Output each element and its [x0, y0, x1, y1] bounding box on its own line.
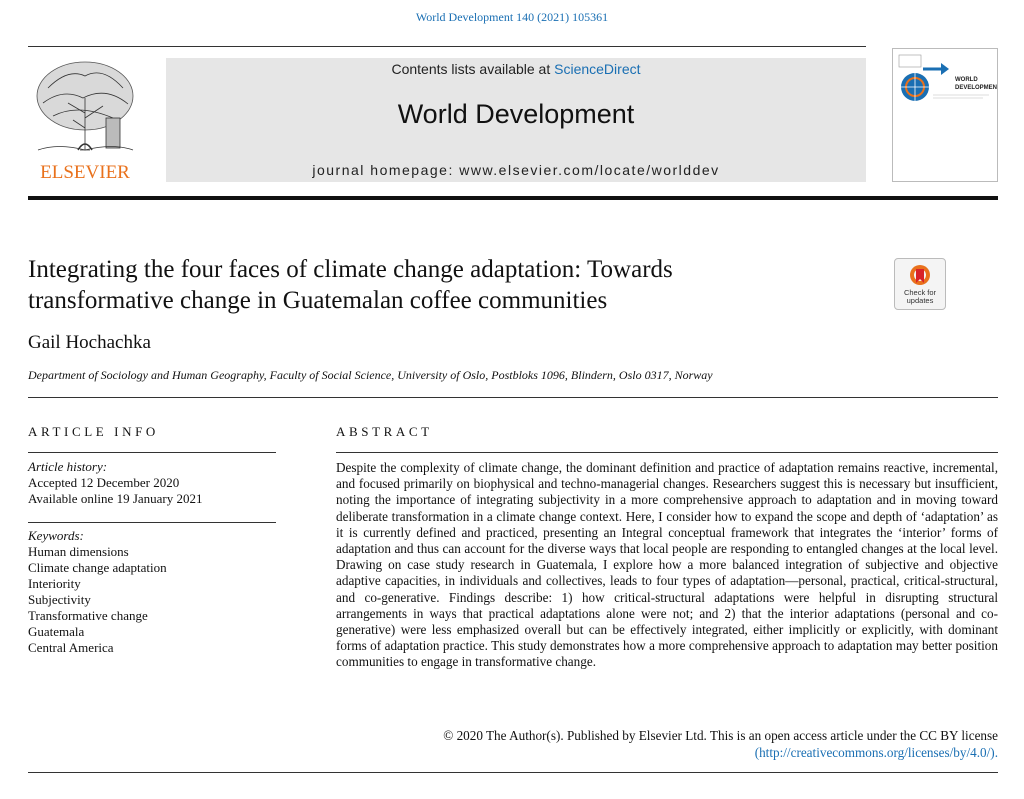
elsevier-wordmark: ELSEVIER [40, 162, 130, 183]
journal-cover-icon [893, 49, 997, 181]
keywords-label: Keywords: [28, 528, 84, 543]
keyword-item: Human dimensions [28, 544, 129, 559]
article-info-heading: ARTICLE INFO [28, 424, 159, 439]
article-info-divider [28, 452, 276, 453]
keyword-item: Subjectivity [28, 592, 91, 607]
license-link[interactable]: (http://creativecommons.org/licenses/by/4.0/). [754, 744, 998, 760]
abstract-text: Despite the complexity of climate change, the dominant definition and practice of adaptation remains reactive, incremental, and focused primarily on biophysical and techno-managerial changes. Researchers suggest this is necessary but insufficient, noting the importance of integrating subjectivity in a more comprehensive approach to adaptation and in moving toward deliberate transformation in a climate change context. Here, I consider how to expand the scope and depth of ‘adaptation’ as it is currently defined and practiced, presenting an Integral conceptual framework that integrates the ‘interior’ forms of adaptation and thus can account for the diverse ways that local people are responding to entangled changes at the local level. Drawing on case study research in Guatemala, I explore how a more balanced integration of subjective and objective adaptive capacities, in individuals and collectives, leads to four types of adaptation—personal, practical, critical-structural, and co-generative. Findings describe: 1) how critical-structural adaptations were helpful in disrupting structural arrangements in ways that practical adaptations alone were not; and 2) that the interior adaptations (personal and co-generative) were less emphasized overall but can be effectively integrated, either implicitly or explicitly, with dominant forms of adaptation practice. This study demonstrates how a more comprehensive approach to adaptation may better position communities to engage in transformative change. [336, 460, 998, 670]
keyword-item: Central America [28, 640, 114, 655]
journal-homepage[interactable]: journal homepage: www.elsevier.com/locate/worlddev [312, 162, 720, 178]
check-updates-line2: updates [906, 296, 934, 305]
header-divider [28, 46, 866, 47]
cover-title-line1: WORLD [955, 77, 978, 83]
author-name[interactable]: Gail Hochachka [28, 332, 151, 353]
bottom-divider [28, 772, 998, 773]
title-line-1: Integrating the four faces of climate change adaptation: Towards [28, 256, 673, 283]
contents-line [166, 61, 866, 77]
check-for-updates-button[interactable] [894, 258, 946, 310]
abstract-divider [336, 452, 998, 453]
journal-banner [166, 58, 866, 182]
license-text: © 2020 The Author(s). Published by Elsevier Ltd. This is an open access article under the CC BY license [443, 728, 998, 743]
accepted-date: Accepted 12 December 2020 [28, 475, 180, 490]
keyword-item: Guatemala [28, 624, 85, 639]
history-label: Article history: [28, 459, 108, 474]
keywords-list [28, 528, 167, 656]
license-statement [336, 728, 998, 761]
elsevier-tree-icon [28, 58, 143, 184]
author-affiliation: Department of Sociology and Human Geography, Faculty of Social Science, University of Oslo, Postbloks 1096, Blindern, Oslo 0317, Norway [28, 368, 713, 382]
journal-cover[interactable] [892, 48, 998, 182]
journal-citation[interactable]: World Development 140 (2021) 105361 [415, 10, 609, 24]
abstract-heading: ABSTRACT [336, 424, 433, 439]
keyword-item: Transformative change [28, 608, 148, 623]
journal-title: World Development [397, 99, 635, 129]
contents-prefix: Contents lists available at [391, 61, 555, 77]
keyword-item: Interiority [28, 576, 81, 591]
keyword-item: Climate change adaptation [28, 560, 167, 575]
check-updates-line1: Check for [903, 288, 937, 297]
elsevier-logo[interactable] [28, 58, 143, 184]
header-thick-divider [28, 196, 998, 200]
abstract-body [336, 460, 998, 671]
affiliation-divider [28, 397, 998, 398]
available-date: Available online 19 January 2021 [28, 491, 203, 506]
title-line-2: transformative change in Guatemalan coffee communities [28, 287, 608, 314]
history-divider [28, 522, 276, 523]
sciencedirect-link[interactable]: ScienceDirect [554, 61, 641, 77]
article-history [28, 459, 203, 507]
cover-title-line2: DEVELOPMENT [955, 85, 997, 91]
article-title [28, 254, 868, 316]
check-for-updates-icon [895, 259, 945, 309]
